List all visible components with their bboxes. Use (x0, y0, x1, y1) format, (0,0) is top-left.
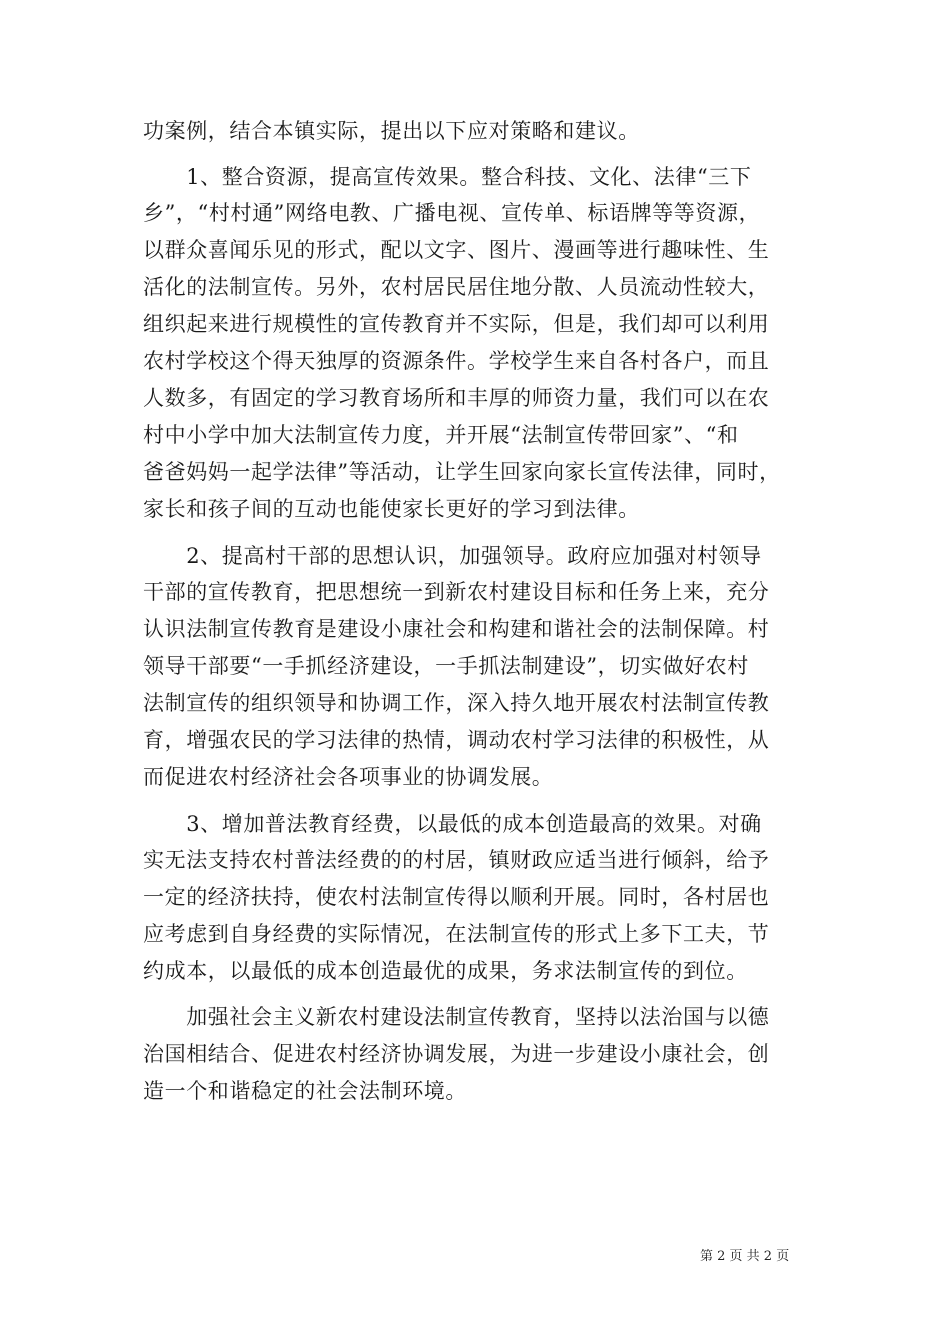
body-text-line: 2、提高村干部的思想认识，加强领导。政府应加强对村领导 (143, 544, 762, 568)
body-text-line: 功案例，结合本镇实际，提出以下应对策略和建议。 (143, 119, 640, 143)
body-text-line: 1、整合资源，提高宣传效果。整合科技、文化、法律“三下 (143, 165, 752, 189)
body-text-line: 而促进农村经济社会各项事业的协调发展。 (143, 765, 554, 789)
body-text-line: 爸爸妈妈一起学法律”等活动，让学生回家向家长宣传法律，同时， (143, 460, 781, 484)
body-text-line: 干部的宣传教育，把思想统一到新农村建设目标和任务上来，充分 (143, 580, 770, 604)
body-text-line: 加强社会主义新农村建设法制宣传教育，坚持以法治国与以德 (143, 1005, 770, 1029)
page-number: 第 2 页 共 2 页 (700, 1249, 790, 1264)
body-text-line: 育，增强农民的学习法律的热情，调动农村学习法律的积极性，从 (143, 728, 770, 752)
body-text-line: 一定的经济扶持，使农村法制宣传得以顺利开展。同时，各村居也 (143, 885, 770, 909)
body-text-line: 3、增加普法教育经费，以最低的成本创造最高的效果。对确 (143, 812, 762, 836)
body-text-line: 乡”，“村村通”网络电教、广播电视、宣传单、标语牌等等资源， (143, 201, 761, 225)
body-text-line: 以群众喜闻乐见的形式，配以文字、图片、漫画等进行趣味性、生 (143, 238, 770, 262)
body-text-line: 家长和孩子间的互动也能使家长更好的学习到法律。 (143, 497, 640, 521)
body-text-line: 人数多，有固定的学习教育场所和丰厚的师资力量，我们可以在农 (143, 386, 770, 410)
body-text-line: 组织起来进行规模性的宣传教育并不实际，但是，我们却可以利用 (143, 312, 770, 336)
body-text-line: 应考虑到自身经费的实际情况，在法制宣传的形式上多下工夫，节 (143, 922, 770, 946)
body-text-line: 造一个和谐稳定的社会法制环境。 (143, 1079, 467, 1103)
body-text-line: 村中小学中加大法制宣传力度，并开展“法制宣传带回家”、“和 (143, 423, 739, 447)
body-text-line: 农村学校这个得天独厚的资源条件。学校学生来自各村各户，而且 (143, 349, 770, 373)
body-text-line: 认识法制宣传教育是建设小康社会和构建和谐社会的法制保障。村 (143, 617, 770, 641)
body-text-line: 领导干部要“一手抓经济建设，一手抓法制建设”，切实做好农村 (143, 654, 749, 678)
body-text-line: 约成本，以最低的成本创造最优的成果，务求法制宣传的到位。 (143, 959, 748, 983)
body-text-line: 活化的法制宣传。另外，农村居民居住地分散、人员流动性较大， (143, 275, 770, 299)
body-text-line: 实无法支持农村普法经费的的村居，镇财政应适当进行倾斜，给予 (143, 848, 770, 872)
body-text-line: 治国相结合、促进农村经济协调发展，为进一步建设小康社会，创 (143, 1042, 770, 1066)
body-text-line: 法制宣传的组织领导和协调工作，深入持久地开展农村法制宣传教 (143, 691, 770, 715)
